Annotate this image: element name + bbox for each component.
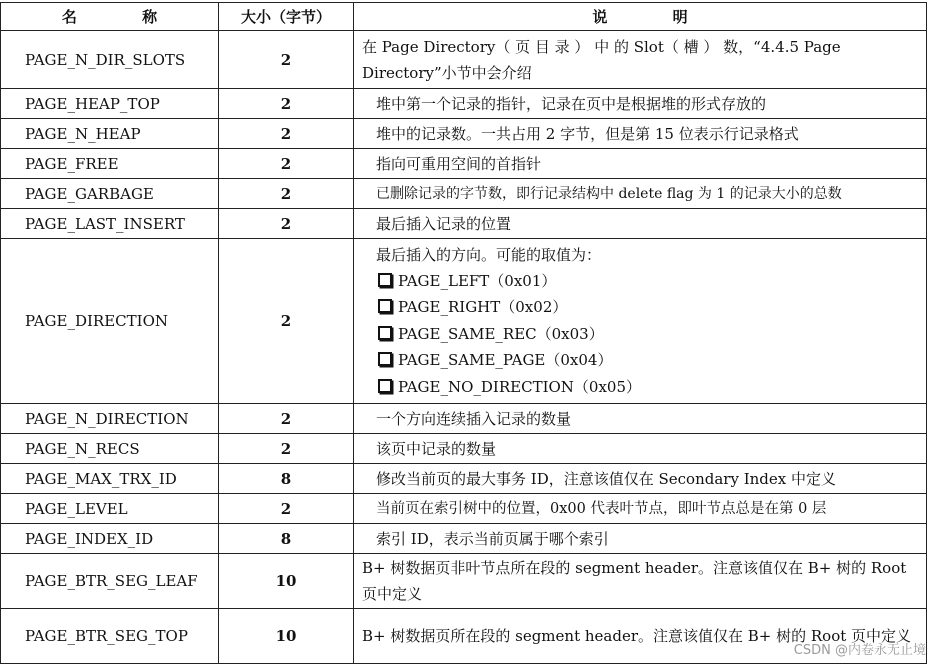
field-name: PAGE_BTR_SEG_TOP — [1, 609, 219, 664]
field-size: 2 — [219, 179, 354, 209]
option-label: PAGE_RIGHT（0x02） — [398, 298, 568, 317]
field-size: 2 — [219, 119, 354, 149]
field-description: 修改当前页的最大事务 ID，注意该值仅在 Secondary Index 中定义 — [354, 464, 927, 494]
header-size: 大小（字节） — [219, 3, 354, 31]
table-row — [1, 179, 927, 209]
field-name: PAGE_FREE — [1, 149, 219, 179]
field-name: PAGE_N_DIR_SLOTS — [1, 31, 219, 89]
list-item — [376, 294, 920, 321]
field-description: 堆中第一个记录的指针，记录在页中是根据堆的形式存放的 — [354, 89, 927, 119]
field-description — [354, 239, 927, 404]
field-name: PAGE_GARBAGE — [1, 179, 219, 209]
field-description: 该页中记录的数量 — [354, 434, 927, 464]
field-name: PAGE_LAST_INSERT — [1, 209, 219, 239]
checkbox-square-icon — [378, 326, 392, 340]
checkbox-square-icon — [378, 379, 392, 393]
field-description: 当前页在索引树中的位置，0x00 代表叶节点，即叶节点总是在第 0 层 — [354, 494, 927, 524]
table-row — [1, 524, 927, 554]
field-name: PAGE_INDEX_ID — [1, 524, 219, 554]
field-name: PAGE_HEAP_TOP — [1, 89, 219, 119]
field-name: PAGE_MAX_TRX_ID — [1, 464, 219, 494]
field-size: 10 — [219, 609, 354, 664]
field-description: 堆中的记录数。一共占用 2 字节，但是第 15 位表示行记录格式 — [354, 119, 927, 149]
list-item — [376, 268, 920, 295]
field-description: 指向可重用空间的首指针 — [354, 149, 927, 179]
table-row — [1, 149, 927, 179]
table-row — [1, 119, 927, 149]
option-label: PAGE_LEFT（0x01） — [398, 271, 557, 290]
field-name: PAGE_N_HEAP — [1, 119, 219, 149]
field-description: 最后插入记录的位置 — [354, 209, 927, 239]
table-row — [1, 209, 927, 239]
option-label: PAGE_NO_DIRECTION（0x05） — [398, 377, 642, 396]
table-row — [1, 89, 927, 119]
watermark: CSDN @内卷永无止境 — [793, 643, 926, 658]
field-size: 2 — [219, 404, 354, 434]
field-size: 8 — [219, 464, 354, 494]
field-description: 索引 ID，表示当前页属于哪个索引 — [354, 524, 927, 554]
table-row — [1, 609, 927, 664]
option-label: PAGE_SAME_REC（0x03） — [398, 324, 604, 343]
table-row — [1, 239, 927, 404]
field-name: PAGE_LEVEL — [1, 494, 219, 524]
table-row — [1, 31, 927, 89]
list-item — [376, 374, 920, 401]
table-row — [1, 404, 927, 434]
table-row — [1, 464, 927, 494]
direction-intro: 最后插入的方向。可能的取值为： — [376, 245, 602, 264]
field-description: 在 Page Directory（ 页 目 录 ） 中 的 Slot（ 槽 ） 数，“4.4.5 Page Directory”小节中会介绍 — [354, 31, 927, 89]
list-item — [376, 321, 920, 348]
field-size: 2 — [219, 149, 354, 179]
option-label: PAGE_SAME_PAGE（0x04） — [398, 351, 613, 370]
field-size: 2 — [219, 31, 354, 89]
table-row — [1, 494, 927, 524]
field-size: 2 — [219, 239, 354, 404]
page-header-fields-table — [0, 2, 927, 664]
field-size: 2 — [219, 89, 354, 119]
checkbox-square-icon — [378, 273, 392, 287]
checkbox-square-icon — [378, 299, 392, 313]
field-description: B+ 树数据页所在段的 segment header。注意该值仅在 B+ 树的 Root 页中定义 — [354, 609, 927, 664]
table-header-row — [1, 3, 927, 31]
field-description: B+ 树数据页非叶节点所在段的 segment header。注意该值仅在 B+ 树的 Root 页中定义 — [354, 554, 927, 609]
field-name: PAGE_N_DIRECTION — [1, 404, 219, 434]
field-name: PAGE_BTR_SEG_LEAF — [1, 554, 219, 609]
field-name: PAGE_N_RECS — [1, 434, 219, 464]
table-row — [1, 554, 927, 609]
checkbox-square-icon — [378, 352, 392, 366]
list-item — [376, 347, 920, 374]
field-size: 10 — [219, 554, 354, 609]
field-name: PAGE_DIRECTION — [1, 239, 219, 404]
header-name: 名 称 — [1, 3, 219, 31]
field-description: 一个方向连续插入记录的数量 — [354, 404, 927, 434]
table-row — [1, 434, 927, 464]
field-size: 8 — [219, 524, 354, 554]
field-description: 已删除记录的字节数，即行记录结构中 delete flag 为 1 的记录大小的总数 — [354, 179, 927, 209]
field-size: 2 — [219, 494, 354, 524]
field-size: 2 — [219, 209, 354, 239]
header-description: 说 明 — [354, 3, 927, 31]
field-size: 2 — [219, 434, 354, 464]
